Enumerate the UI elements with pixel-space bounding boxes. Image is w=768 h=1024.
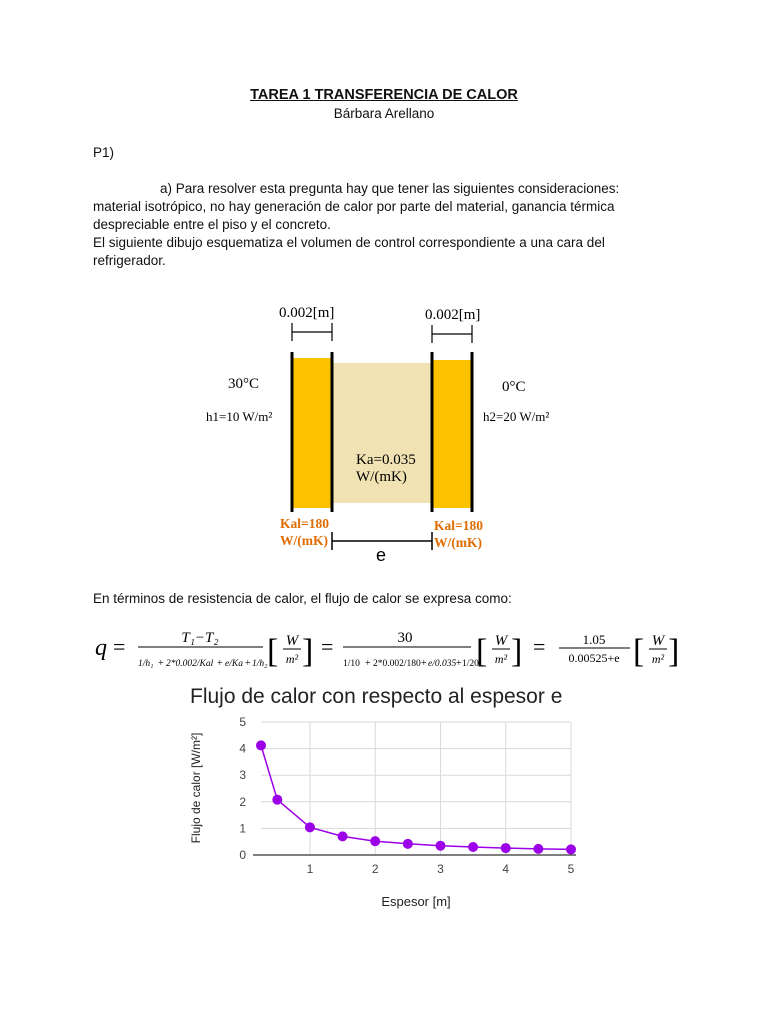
eq-plus: + bbox=[245, 658, 251, 669]
aluminum-layer-left bbox=[292, 358, 332, 508]
eq-plus: + bbox=[217, 658, 223, 669]
bracket-close: ] bbox=[511, 633, 523, 670]
eq-equals-1: = bbox=[113, 634, 126, 659]
eq-den2-term3: e/0.035 bbox=[428, 659, 457, 669]
eq-num-3: 1.05 bbox=[582, 632, 606, 647]
x-axis-label: Espesor [m] bbox=[381, 894, 451, 909]
y-tick-label: 2 bbox=[239, 794, 246, 809]
bracket-open: [ bbox=[476, 633, 488, 670]
eq-den1-term4: 1/h₂ bbox=[252, 659, 268, 669]
eq-den2-term4: 1/20 bbox=[462, 659, 479, 669]
part-a-paragraph bbox=[93, 180, 674, 270]
chart-title: Flujo de calor con respecto al espesor e bbox=[190, 685, 563, 708]
chart-grid bbox=[261, 722, 571, 855]
insulation-k-unit: W/(mK) bbox=[356, 469, 407, 485]
part-a-line-2: material isotrópico, no hay generación de calor por parte del material, ganancia térmica bbox=[93, 199, 615, 214]
intro-line-2: refrigerador. bbox=[93, 253, 166, 268]
problem-label: P1) bbox=[93, 145, 115, 160]
eq-plus: + bbox=[456, 658, 462, 669]
x-tick-label: 5 bbox=[567, 862, 575, 876]
part-a-line-3: despreciable entre el piso y el concreto. bbox=[93, 217, 331, 232]
chart-axes bbox=[239, 715, 576, 876]
y-tick-label: 1 bbox=[239, 821, 246, 836]
data-point bbox=[468, 842, 478, 852]
bracket-open: [ bbox=[267, 633, 279, 670]
eq-den1-term2: 2*0.002/Kal bbox=[166, 659, 214, 669]
x-tick-label: 3 bbox=[437, 862, 444, 876]
part-a-line-1: a) Para resolver esta pregunta hay que tener las siguientes consideraciones: bbox=[160, 181, 620, 196]
y-tick-label: 3 bbox=[239, 768, 246, 783]
equation-intro: En términos de resistencia de calor, el flujo de calor se expresa como: bbox=[93, 591, 512, 606]
dim-left-label: 0.002[m] bbox=[279, 305, 335, 321]
y-tick-label: 4 bbox=[239, 741, 246, 756]
kal-left-unit: W/(mK) bbox=[280, 533, 328, 548]
data-point bbox=[256, 740, 266, 750]
bracket-close: ] bbox=[302, 633, 314, 670]
eq-unit-den-3: m² bbox=[651, 652, 665, 666]
h-left-label: h1=10 W/m² bbox=[206, 409, 273, 424]
eq-unit-num-3: W bbox=[651, 633, 665, 649]
bracket-open: [ bbox=[633, 633, 645, 670]
eq-unit-den-2: m² bbox=[494, 652, 508, 666]
eq-unit-den-1: m² bbox=[285, 652, 299, 666]
temp-left-label: 30°C bbox=[228, 376, 260, 392]
y-tick-label: 0 bbox=[239, 848, 246, 862]
dim-right-label: 0.002[m] bbox=[425, 307, 481, 323]
eq-den2-term2: 2*0.002/180 bbox=[373, 659, 421, 669]
kal-right-label: Kal=180 bbox=[434, 518, 483, 533]
data-point bbox=[435, 841, 445, 851]
series-line bbox=[261, 745, 571, 849]
y-axis-label: Flujo de calor [W/m²] bbox=[189, 732, 203, 844]
document-title: TAREA 1 TRANSFERENCIA DE CALOR bbox=[250, 87, 518, 103]
y-tick-label: 5 bbox=[239, 715, 246, 729]
h-right-label: h2=20 W/m² bbox=[483, 409, 550, 424]
eq-den1-term3: e/Ka bbox=[225, 659, 243, 669]
temp-right-label: 0°C bbox=[502, 379, 526, 395]
data-point bbox=[403, 839, 413, 849]
intro-line-1: El siguiente dibujo esquematiza el volumen de control correspondiente a una cara del bbox=[93, 235, 605, 250]
eq-equals-3: = bbox=[533, 634, 546, 659]
eq-equals-2: = bbox=[321, 634, 334, 659]
eq-plus: + bbox=[365, 658, 371, 669]
author-name: Bárbara Arellano bbox=[333, 106, 435, 121]
data-point bbox=[305, 822, 315, 832]
x-tick-label: 1 bbox=[306, 862, 314, 876]
eq-den2-term1: 1/10 bbox=[343, 659, 360, 669]
eq-num-2: 30 bbox=[397, 630, 413, 646]
data-point bbox=[566, 844, 576, 854]
eq-unit-num-2: W bbox=[494, 633, 508, 649]
chart-series bbox=[256, 740, 576, 854]
thickness-e-label: e bbox=[376, 545, 387, 565]
eq-plus: + bbox=[158, 658, 164, 669]
eq-plus: + bbox=[421, 658, 427, 669]
aluminum-layer-right bbox=[432, 360, 472, 508]
data-point bbox=[501, 843, 511, 853]
eq-den1-term1: 1/h₁ bbox=[138, 659, 154, 669]
wall-diagram bbox=[0, 290, 768, 570]
heat-flux-equation bbox=[95, 622, 695, 674]
eq-den-3: 0.00525+e bbox=[568, 651, 620, 665]
insulation-k-label: Ka=0.035 bbox=[356, 452, 416, 468]
kal-left-label: Kal=180 bbox=[280, 516, 329, 531]
kal-right-unit: W/(mK) bbox=[434, 535, 482, 550]
data-point bbox=[272, 795, 282, 805]
x-tick-label: 2 bbox=[371, 862, 379, 876]
eq-unit-num-1: W bbox=[285, 633, 299, 649]
bracket-close: ] bbox=[668, 633, 680, 670]
data-point bbox=[370, 836, 380, 846]
x-tick-label: 4 bbox=[502, 862, 510, 876]
data-point bbox=[338, 831, 348, 841]
eq-q: q bbox=[95, 635, 107, 661]
data-point bbox=[533, 844, 543, 854]
heat-flux-chart bbox=[0, 700, 768, 920]
eq-num-1: T₁−T₂ bbox=[181, 630, 219, 646]
